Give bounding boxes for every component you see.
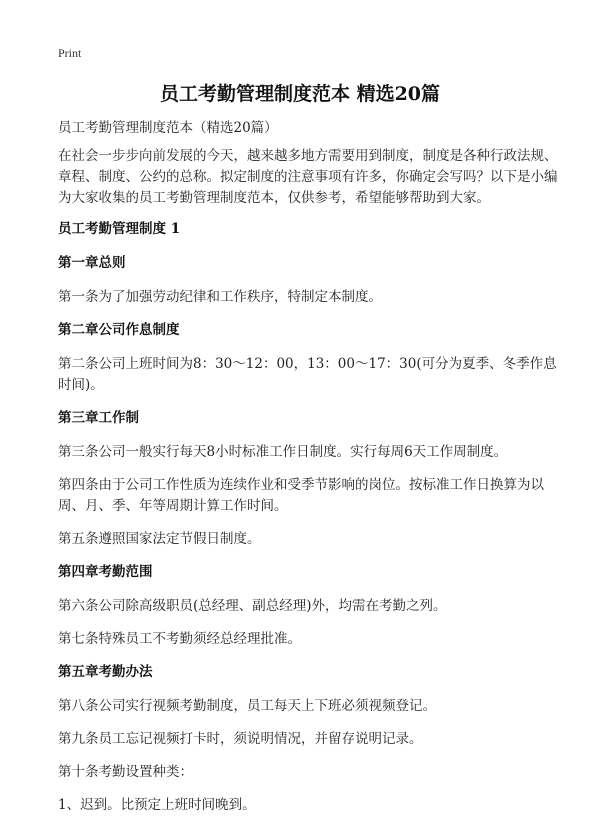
article-5: 第五条遵照国家法定节假日制度。 <box>58 531 261 547</box>
document-body <box>58 118 558 828</box>
article-8: 第八条公司实行视频考勤制度，员工每天上下班必须视频登记。 <box>58 698 436 714</box>
document-title: 员工考勤管理制度范本 精选20篇 <box>159 83 441 105</box>
article-9: 第九条员工忘记视频打卡时，须说明情况，并留存说明记录。 <box>58 731 423 747</box>
chapter-heading-2: 第二章公司作息制度 <box>58 322 180 338</box>
chapter-heading-1: 第一章总则 <box>58 255 126 271</box>
article-6: 第六条公司除高级职员(总经理、副总经理)外，均需在考勤之列。 <box>58 598 447 614</box>
chapter-heading-5: 第五章考勤办法 <box>58 664 153 680</box>
intro-paragraph: 在社会一步步向前发展的今天，越来越多地方需要用到制度，制度是各种行政法规、章程、制度、公约的总称。拟定制度的注意事项有许多，你确定会写吗？以下是小编为大家收集的员工考勤管理制度范本，仅供参考，希望能够帮助到大家。 <box>58 148 558 206</box>
document-subtitle: 员工考勤管理制度范本（精选20篇） <box>58 120 278 136</box>
chapter-heading-4: 第四章考勤范围 <box>58 564 153 580</box>
section-heading: 员工考勤管理制度 1 <box>58 221 181 237</box>
article-4: 第四条由于公司工作性质为连续作业和受季节影响的岗位。按标准工作日换算为以周、月、季、年等周期计算工作时间。 <box>58 477 544 514</box>
article-7: 第七条特殊员工不考勤须经总经理批准。 <box>58 631 301 647</box>
article-10: 第十条考勤设置种类： <box>58 764 193 780</box>
article-2: 第二条公司上班时间为8：30～12：00，13：00～17：30(可分为夏季、冬季作息时间)。 <box>58 356 557 393</box>
list-item-1: 1、迟到。比预定上班时间晚到。 <box>58 797 256 813</box>
article-1: 第一条为了加强劳动纪律和工作秩序，特制定本制度。 <box>58 289 382 305</box>
article-3: 第三条公司一般实行每天8小时标准工作日制度。实行每周6天工作周制度。 <box>58 444 508 460</box>
print-link[interactable]: Print <box>58 46 82 60</box>
chapter-heading-3: 第三章工作制 <box>58 410 139 426</box>
